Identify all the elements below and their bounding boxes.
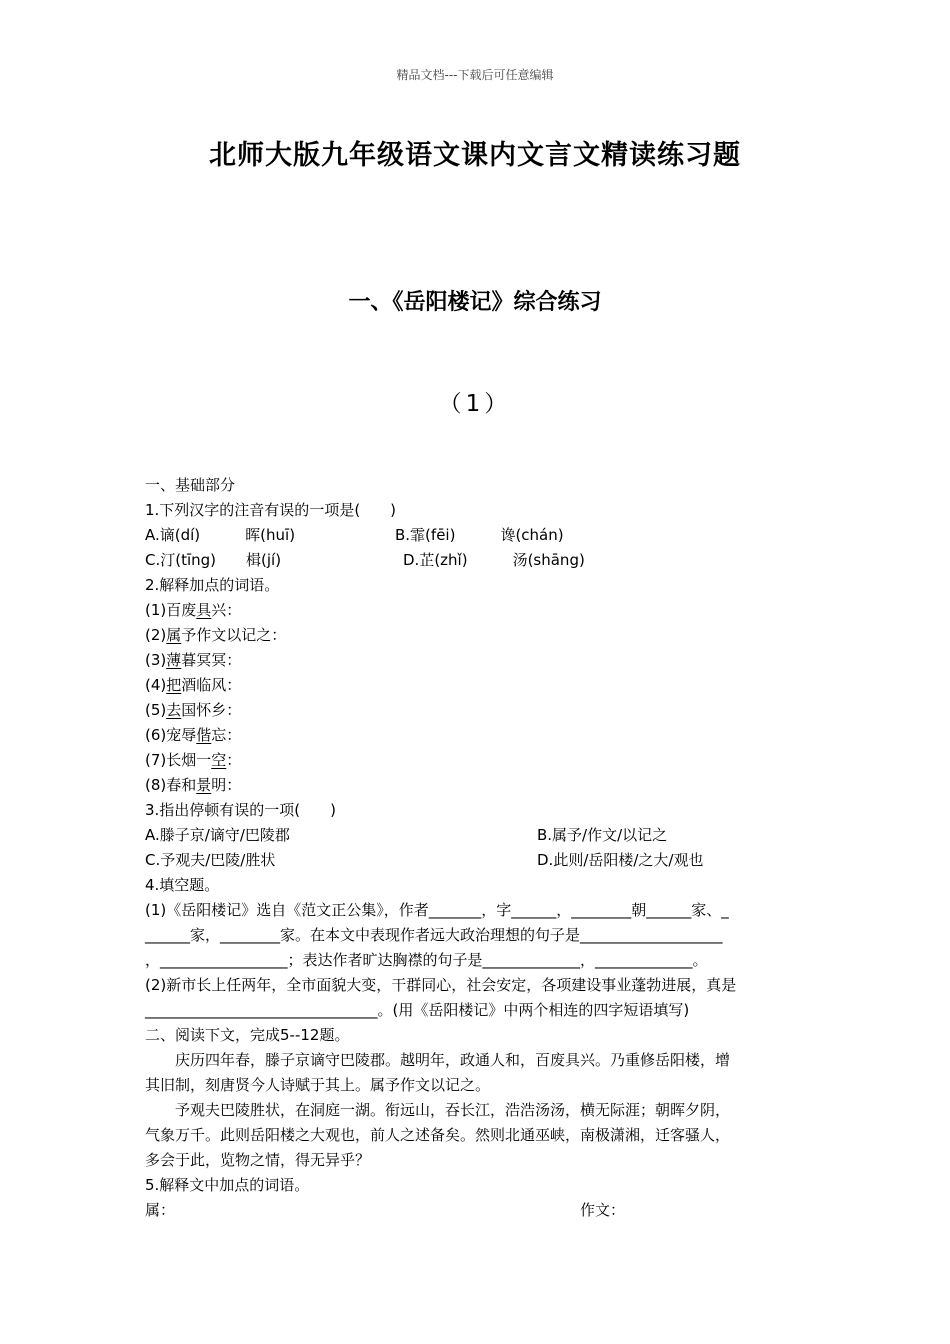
question-5: 5.解释文中加点的词语。 [145,1176,310,1194]
passage-line-1: 庆历四年春，滕子京谪守巴陵郡。越明年，政通人和，百废具兴。乃重修岳阳楼，增 [145,1051,731,1069]
question-4-part-1-line-3: ，_________________；表达作者旷达胸襟的句子是_____________，_____________。 [145,951,708,969]
question-1-option-d: D.芷(zhǐ) 汤(shāng) [403,551,585,569]
passage-line-5: 多会于此，览物之情，得无异乎？ [145,1151,371,1169]
part-number: （1） [438,391,512,417]
question-4-part-2-line-1: (2)新市长上任两年，全市面貌大变，干群同心，社会安定，各项建设事业蓬勃进展，真是 [145,976,737,994]
question-4-part-2-line-2: _______________________________。(用《岳阳楼记》中两个相连的四字短语填写) [145,1001,690,1019]
passage-line-4: 气象万千。此则岳阳楼之大观也，前人之述备矣。然则北通巫峡，南极潇湘，迁客骚人， [145,1126,731,1144]
question-1-option-b: B.霏(fēi) 谗(chán) [395,526,564,544]
passage-line-3: 予观夫巴陵胜状，在洞庭一湖。衔远山，吞长江，浩浩汤汤，横无际涯；朝晖夕阴， [145,1101,731,1119]
question-2-item-3: (3)薄暮冥冥： [145,651,242,669]
question-1: 1.下列汉字的注音有误的一项是( ) [145,501,397,519]
question-2-item-5: (5)去国怀乡： [145,701,242,719]
question-2-item-6: (6)宠辱偕忘： [145,726,242,744]
question-3-option-c: C.予观夫/巴陵/胜状 [145,851,276,869]
question-1-option-a: A.谪(dí) 晖(huī) [145,526,296,544]
question-5-term-2: 作文： [580,1201,626,1219]
question-2-item-4: (4)把酒临风： [145,676,242,694]
header-note: 精品文档---下载后可任意编辑 [396,68,554,82]
question-2: 2.解释加点的词语。 [145,576,280,594]
document-title: 北师大版九年级语文课内文言文精读练习题 [209,140,741,171]
section-title: 一、《岳阳楼记》综合练习 [348,290,602,315]
passage-line-2: 其旧制，刻唐贤今人诗赋于其上。属予作文以记之。 [145,1076,491,1094]
question-3: 3.指出停顿有误的一项( ) [145,801,337,819]
question-1-option-c: C.汀(tīng) 楫(jí) [145,551,282,569]
question-2-item-1: (1)百废具兴： [145,601,242,619]
question-5-term-1: 属： [145,1201,176,1219]
question-2-item-7: (7)长烟一空： [145,751,242,769]
question-3-option-d: D.此则/岳阳楼/之大/观也 [537,851,704,869]
question-2-item-8: (8)春和景明： [145,776,242,794]
part-heading-basics: 一、基础部分 [145,476,236,494]
part-heading-reading: 二、阅读下文，完成5--12题。 [145,1026,350,1044]
question-3-option-a: A.滕子京/谪守/巴陵郡 [145,826,290,844]
question-4: 4.填空题。 [145,876,220,894]
question-4-part-1-line-1: (1)《岳阳楼记》选自《范文正公集》，作者_______，字______，________朝______家、_ [145,901,729,919]
question-2-item-2: (2)属予作文以记之： [145,626,287,644]
question-3-option-b: B.属予/作文/以记之 [537,826,668,844]
question-4-part-1-line-2: ______家，________家。在本文中表现作者远大政治理想的句子是___________________ [145,926,723,944]
